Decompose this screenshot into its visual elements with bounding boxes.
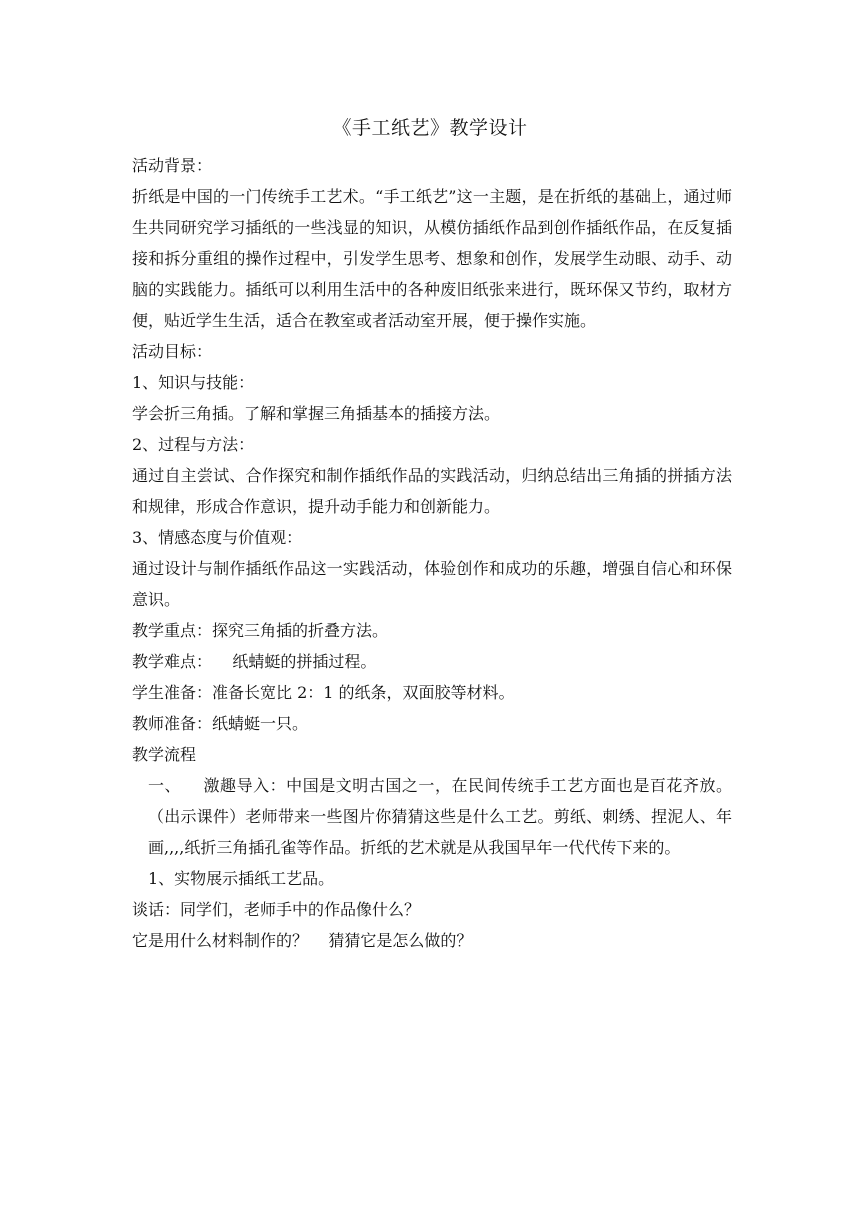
teacher-preparation: 教师准备：纸蜻蜓一只。 <box>132 714 309 733</box>
goal-heading-process: 2、过程与方法： <box>132 435 255 454</box>
student-preparation: 学生准备：准备长宽比 2：1 的纸条，双面胶等材料。 <box>132 683 515 702</box>
document-body <box>132 150 753 956</box>
intro-paragraph: 一、 激趣导入：中国是文明古国之一，在民间传统手工艺方面也是百花齐放。 （出示课件）老师带来一些图片你猜猜这些是什么工艺。剪纸、刺绣、捏泥人、年画,,,,纸折三角插孔雀等作品。折纸的艺术就是从我国早年一代代传下来的。 <box>148 776 753 857</box>
goal-process-text: 通过自主尝试、合作探究和制作插纸作品的实践活动，归纳总结出三角插的拼插方法和规律，形成合作意识，提升动手能力和创新能力。 <box>132 466 732 516</box>
section-heading-goals: 活动目标： <box>132 342 213 361</box>
dialogue-line-1: 谈话：同学们，老师手中的作品像什么？ <box>132 900 421 919</box>
step-display: 1、实物展示插纸工艺品。 <box>148 869 335 888</box>
goal-knowledge-text: 学会折三角插。了解和掌握三角插基本的插接方法。 <box>132 404 501 423</box>
teaching-difficulty: 教学难点： 纸蜻蜓的拼插过程。 <box>132 652 377 671</box>
section-heading-background: 活动背景： <box>132 156 213 175</box>
section-heading-process: 教学流程 <box>132 745 197 764</box>
document-title: 《手工纸艺》教学设计 <box>332 117 528 139</box>
goal-heading-attitude: 3、情感态度与价值观： <box>132 528 303 547</box>
dialogue-line-2: 它是用什么材料制作的？ 猜猜它是怎么做的？ <box>132 931 473 950</box>
goal-heading-knowledge: 1、知识与技能： <box>132 373 255 392</box>
teaching-focus: 教学重点：探究三角插的折叠方法。 <box>132 621 389 640</box>
background-paragraph: 折纸是中国的一门传统手工艺术。“手工纸艺”这一主题，是在折纸的基础上，通过师生共同研究学习插纸的一些浅显的知识，从模仿插纸作品到创作插纸作品，在反复插接和拆分重组的操作过程中，引发学生思考、想象和创作，发展学生动眼、动手、动脑的实践能力。插纸可以利用生活中的各种废旧纸张来进行，既环保又节约，取材方便，贴近学生生活，适合在教室或者活动室开展，便于操作实施。 <box>132 187 732 330</box>
goal-attitude-text: 通过设计与制作插纸作品这一实践活动，体验创作和成功的乐趣，增强自信心和环保意识。 <box>132 559 732 609</box>
